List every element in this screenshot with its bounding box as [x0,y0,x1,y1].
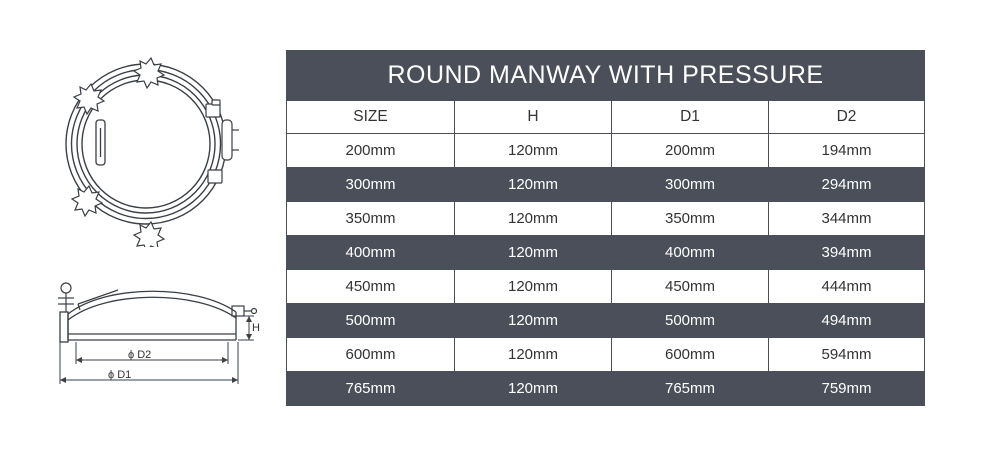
cell-d2: 594mm [769,338,925,372]
table-header-row [287,101,925,134]
table-row [287,168,925,202]
column-header-h: H [455,101,612,134]
table-title-row [287,51,925,101]
cell-d1: 450mm [612,270,769,304]
cell-h: 120mm [455,372,612,406]
cell-d2: 444mm [769,270,925,304]
cell-size: 300mm [287,168,455,202]
clamp-lug-icon [72,186,102,216]
technical-drawing-panel [0,0,286,455]
cell-d1: 300mm [612,168,769,202]
cell-d1: 765mm [612,372,769,406]
cell-size: 200mm [287,134,455,168]
table-row [287,338,925,372]
table-row [287,372,925,406]
cell-size: 500mm [287,304,455,338]
cell-h: 120mm [455,236,612,270]
cell-d1: 200mm [612,134,769,168]
table-row [287,134,925,168]
table-row [287,202,925,236]
round-manway-side-view [46,268,266,398]
cell-d2: 759mm [769,372,925,406]
clamp-lug-icon [134,222,164,247]
cell-d2: 294mm [769,168,925,202]
cell-h: 120mm [455,202,612,236]
cell-d2: 494mm [769,304,925,338]
swing-bolt-icon [58,283,74,312]
cell-d1: 350mm [612,202,769,236]
cell-size: 600mm [287,338,455,372]
cell-d2: 344mm [769,202,925,236]
table-row [287,270,925,304]
spec-table [286,50,925,406]
table-row [287,304,925,338]
dimension-d1-label: ϕ D1 [108,369,132,381]
cell-h: 120mm [455,270,612,304]
table-title: ROUND MANWAY WITH PRESSURE [287,51,925,101]
spec-table-wrapper [286,50,924,405]
column-header-size: SIZE [287,101,455,134]
dimension-d2-label: ϕ D2 [128,349,152,361]
cell-h: 120mm [455,134,612,168]
cell-d2: 394mm [769,236,925,270]
cell-d1: 600mm [612,338,769,372]
cell-d1: 400mm [612,236,769,270]
cell-h: 120mm [455,168,612,202]
cell-size: 400mm [287,236,455,270]
dimension-h-label: H [252,322,260,334]
cell-d1: 500mm [612,304,769,338]
clamp-lug-icon [134,58,164,88]
round-manway-top-view [46,42,246,247]
column-header-d1: D1 [612,101,769,134]
cell-h: 120mm [455,338,612,372]
hinge-block-icon [208,170,222,183]
column-header-d2: D2 [769,101,925,134]
cell-h: 120mm [455,304,612,338]
clamp-lug-icon [74,84,104,114]
cell-size: 350mm [287,202,455,236]
handle-icon [96,120,105,165]
cell-size: 765mm [287,372,455,406]
table-row [287,236,925,270]
cell-d2: 194mm [769,134,925,168]
pressure-valve-icon [222,120,239,160]
dimension-d2 [76,342,228,364]
lever-handle-icon [78,290,118,310]
cell-size: 450mm [287,270,455,304]
